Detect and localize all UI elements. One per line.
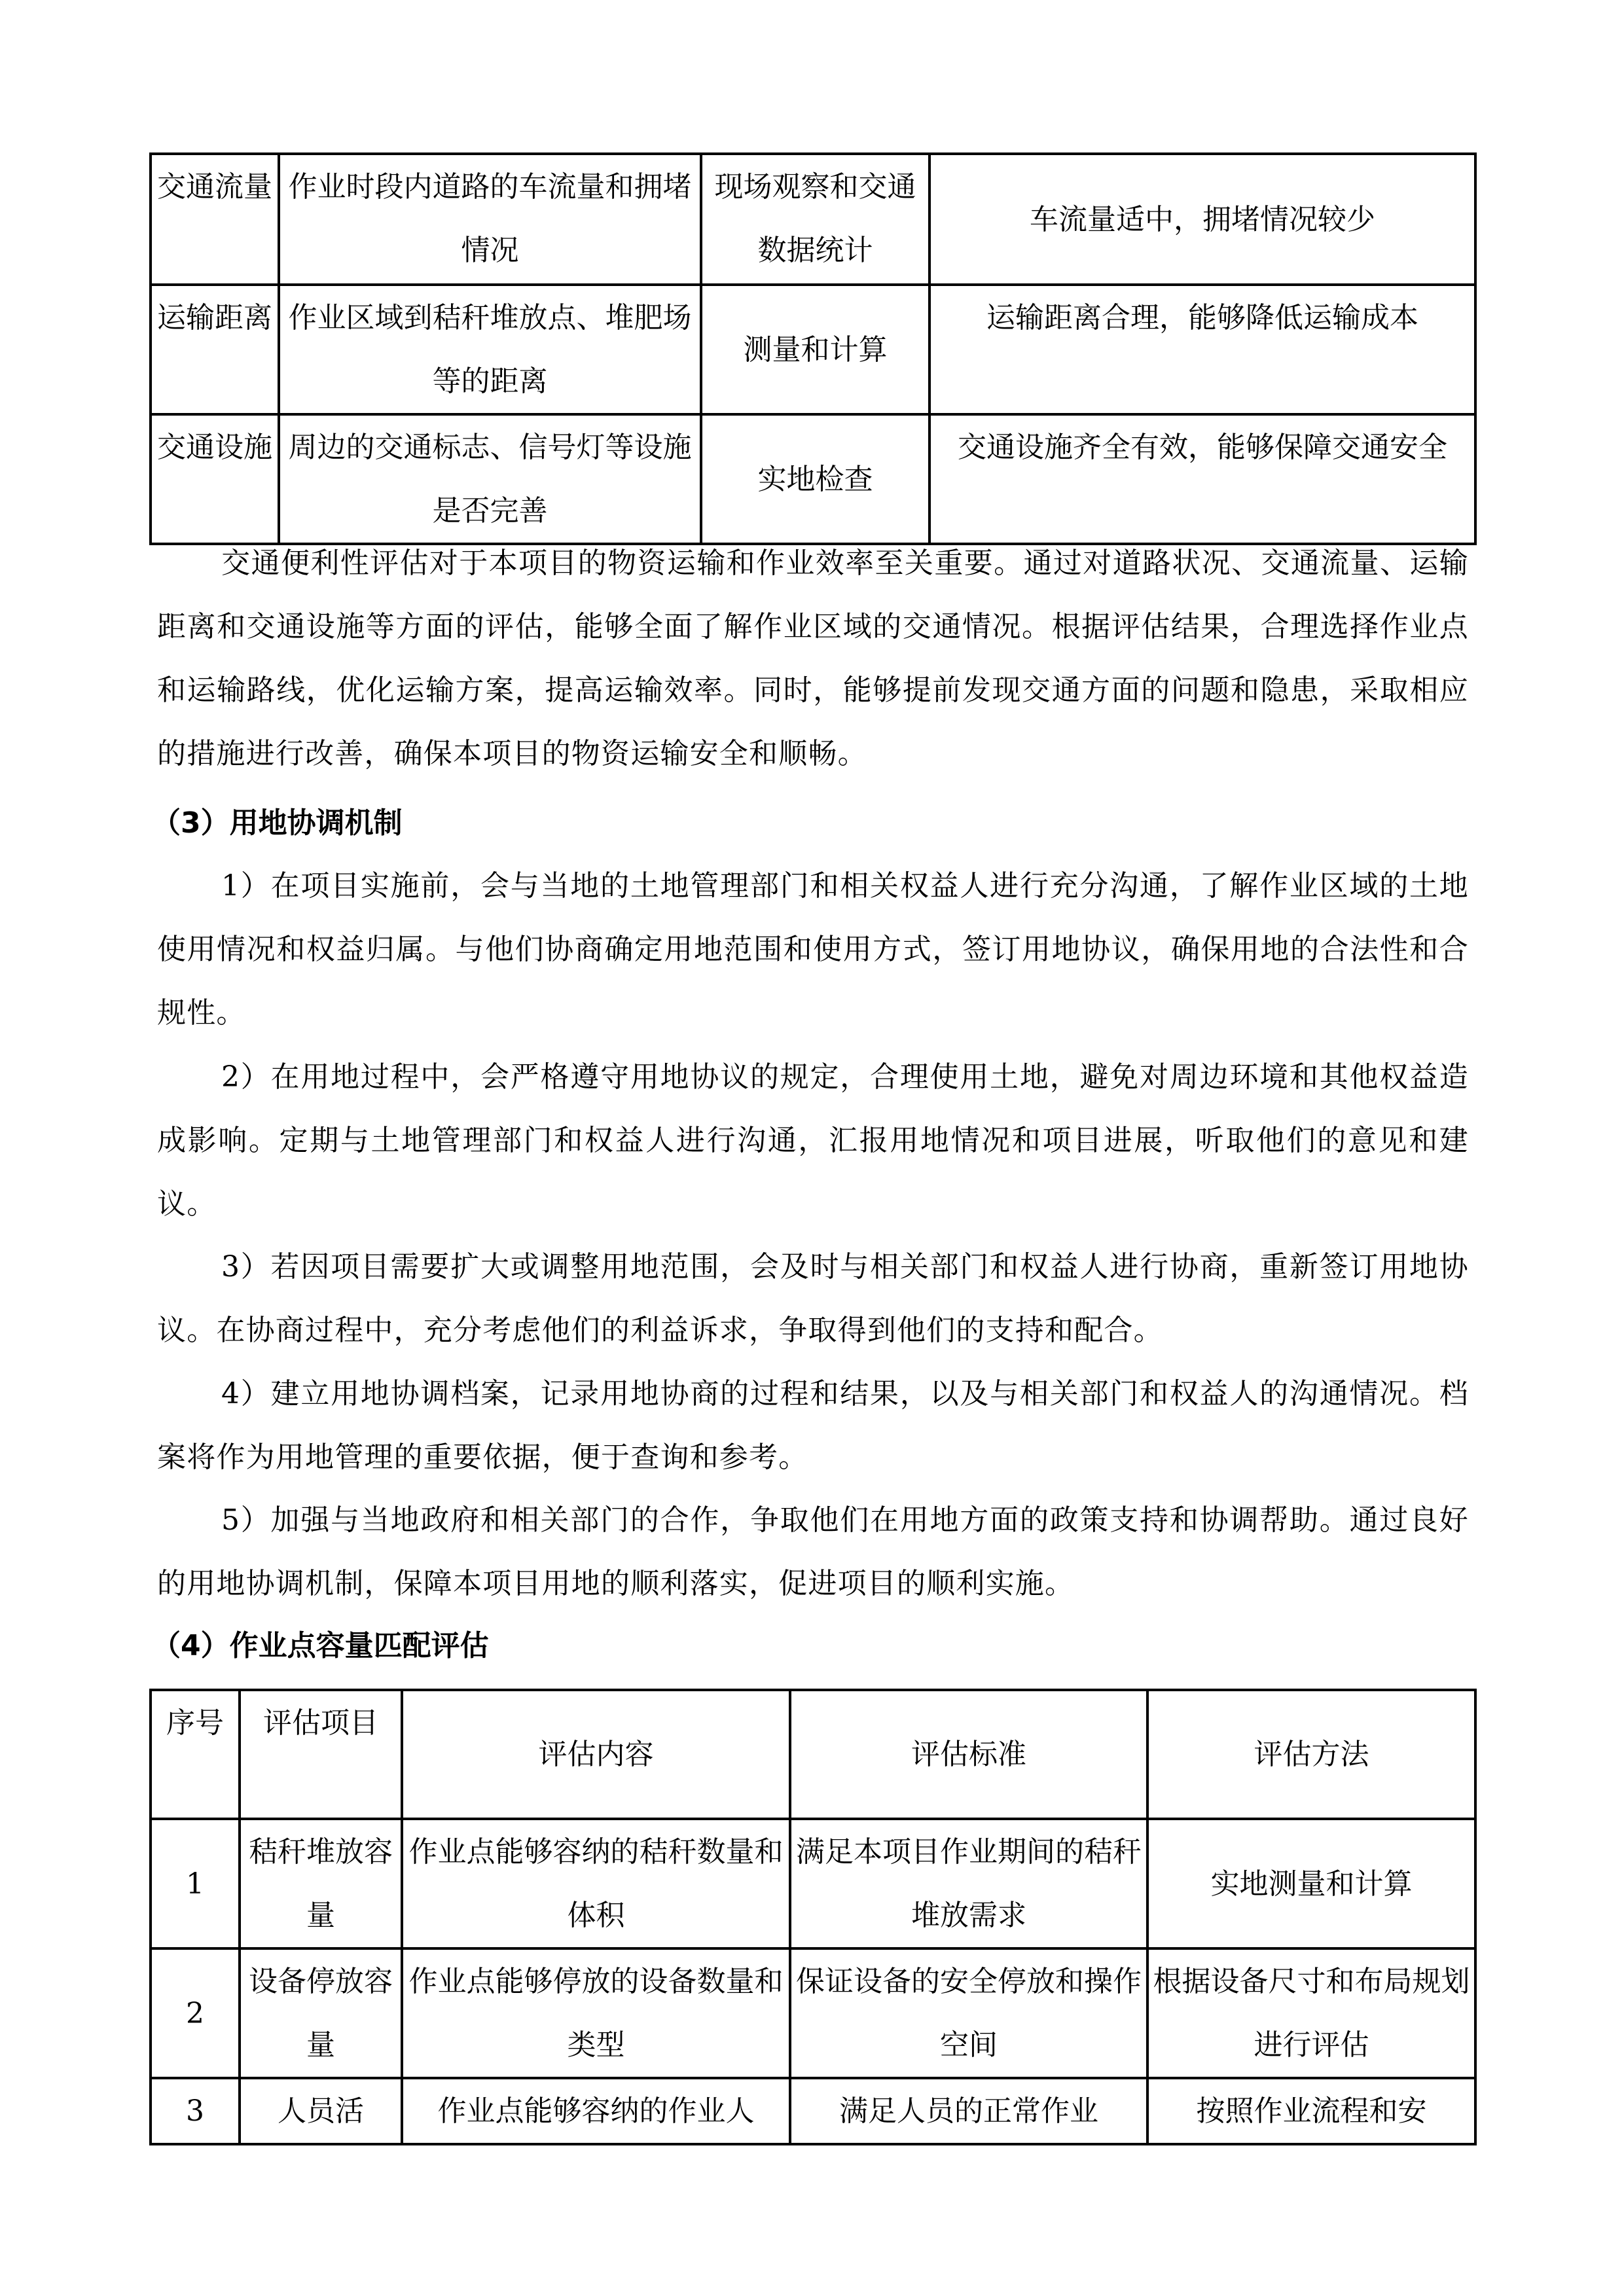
land-item-1 <box>157 854 1469 1045</box>
land-item-text: 1）在项目实施前，会与当地的土地管理部门和相关权益人进行充分沟通，了解作业区域的土地使用情况和权益归属。与他们协商确定用地范围和使用方式，签订用地协议，确保用地的合法性和合规性。 <box>157 869 1469 1030</box>
land-item-text: 3）若因项目需要扩大或调整用地范围，会及时与相关部门和权益人进行协商，重新签订用地协议。在协商过程中，充分考虑他们的利益诉求，争取得到他们的支持和配合。 <box>157 1250 1469 1347</box>
table-cell-method: 现场观察和交通数据统计 <box>701 154 929 285</box>
table-cell-content: 作业点能够停放的设备数量和类型 <box>402 1948 790 2078</box>
capacity-assessment-table <box>149 1689 1477 2145</box>
table-cell-item: 交通设施 <box>151 414 279 544</box>
table-cell-item: 运输距离 <box>151 285 279 414</box>
table-cell-no: 3 <box>151 2078 240 2144</box>
table-row <box>151 414 1475 544</box>
table-cell-item: 秸秆堆放容量 <box>240 1819 402 1948</box>
table-header-row <box>151 1690 1475 1819</box>
table-cell-standard: 运输距离合理，能够降低运输成本 <box>929 285 1475 414</box>
table-cell-standard: 满足本项目作业期间的秸秆堆放需求 <box>790 1819 1147 1948</box>
section-heading-land-coordination: （3）用地协调机制 <box>152 806 403 840</box>
table-cell-method: 根据设备尺寸和布局规划进行评估 <box>1147 1948 1475 2078</box>
table-cell-content: 作业时段内道路的车流量和拥堵情况 <box>279 154 701 285</box>
table-cell-no: 1 <box>151 1819 240 1948</box>
table-cell-method: 实地检查 <box>701 414 929 544</box>
table-row <box>151 285 1475 414</box>
header-content: 评估内容 <box>402 1690 790 1819</box>
land-item-text: 2）在用地过程中，会严格遵守用地协议的规定，合理使用土地，避免对周边环境和其他权益造成影响。定期与土地管理部门和权益人进行沟通，汇报用地情况和项目进展，听取他们的意见和建议。 <box>157 1060 1469 1221</box>
table-cell-content: 作业点能够容纳的秸秆数量和体积 <box>402 1819 790 1948</box>
summary-text: 交通便利性评估对于本项目的物资运输和作业效率至关重要。通过对道路状况、交通流量、运输距离和交通设施等方面的评估，能够全面了解作业区域的交通情况。根据评估结果，合理选择作业点和运输路线，优化运输方案，提高运输效率。同时，能够提前发现交通方面的问题和隐患，采取相应的措施进行改善，确保本项目的物资运输安全和顺畅。 <box>157 547 1469 770</box>
table-cell-standard: 交通设施齐全有效，能够保障交通安全 <box>929 414 1475 544</box>
land-item-4 <box>157 1362 1469 1489</box>
header-method: 评估方法 <box>1147 1690 1475 1819</box>
header-standard: 评估标准 <box>790 1690 1147 1819</box>
table-cell-item: 设备停放容量 <box>240 1948 402 2078</box>
table-cell-content: 作业区域到秸秆堆放点、堆肥场等的距离 <box>279 285 701 414</box>
table-cell-method: 实地测量和计算 <box>1147 1819 1475 1948</box>
header-item: 评估项目 <box>240 1690 402 1819</box>
table-cell-item: 人员活 <box>240 2078 402 2144</box>
table-cell-item: 交通流量 <box>151 154 279 285</box>
table-cell-standard: 保证设备的安全停放和操作空间 <box>790 1948 1147 2078</box>
table-cell-method: 按照作业流程和安 <box>1147 2078 1475 2144</box>
traffic-assessment-table <box>149 152 1477 545</box>
table-cell-method: 测量和计算 <box>701 285 929 414</box>
summary-paragraph <box>157 531 1469 785</box>
table-row <box>151 154 1475 285</box>
table-cell-standard: 满足人员的正常作业 <box>790 2078 1147 2144</box>
table-cell-standard: 车流量适中，拥堵情况较少 <box>929 154 1475 285</box>
table-cell-content: 作业点能够容纳的作业人 <box>402 2078 790 2144</box>
land-item-5 <box>157 1488 1469 1615</box>
land-item-3 <box>157 1235 1469 1362</box>
land-item-text: 5）加强与当地政府和相关部门的合作，争取他们在用地方面的政策支持和协调帮助。通过良好的用地协调机制，保障本项目用地的顺利落实，促进项目的顺利实施。 <box>157 1503 1469 1600</box>
land-item-2 <box>157 1045 1469 1236</box>
section-heading-capacity-matching: （4）作业点容量匹配评估 <box>152 1629 489 1662</box>
table-cell-content: 周边的交通标志、信号灯等设施是否完善 <box>279 414 701 544</box>
table-row <box>151 1819 1475 1948</box>
table-cell-no: 2 <box>151 1948 240 2078</box>
table-row <box>151 1948 1475 2078</box>
header-no: 序号 <box>151 1690 240 1819</box>
land-item-text: 4）建立用地协调档案，记录用地协商的过程和结果，以及与相关部门和权益人的沟通情况。档案将作为用地管理的重要依据，便于查询和参考。 <box>157 1377 1469 1474</box>
table-row <box>151 2078 1475 2144</box>
